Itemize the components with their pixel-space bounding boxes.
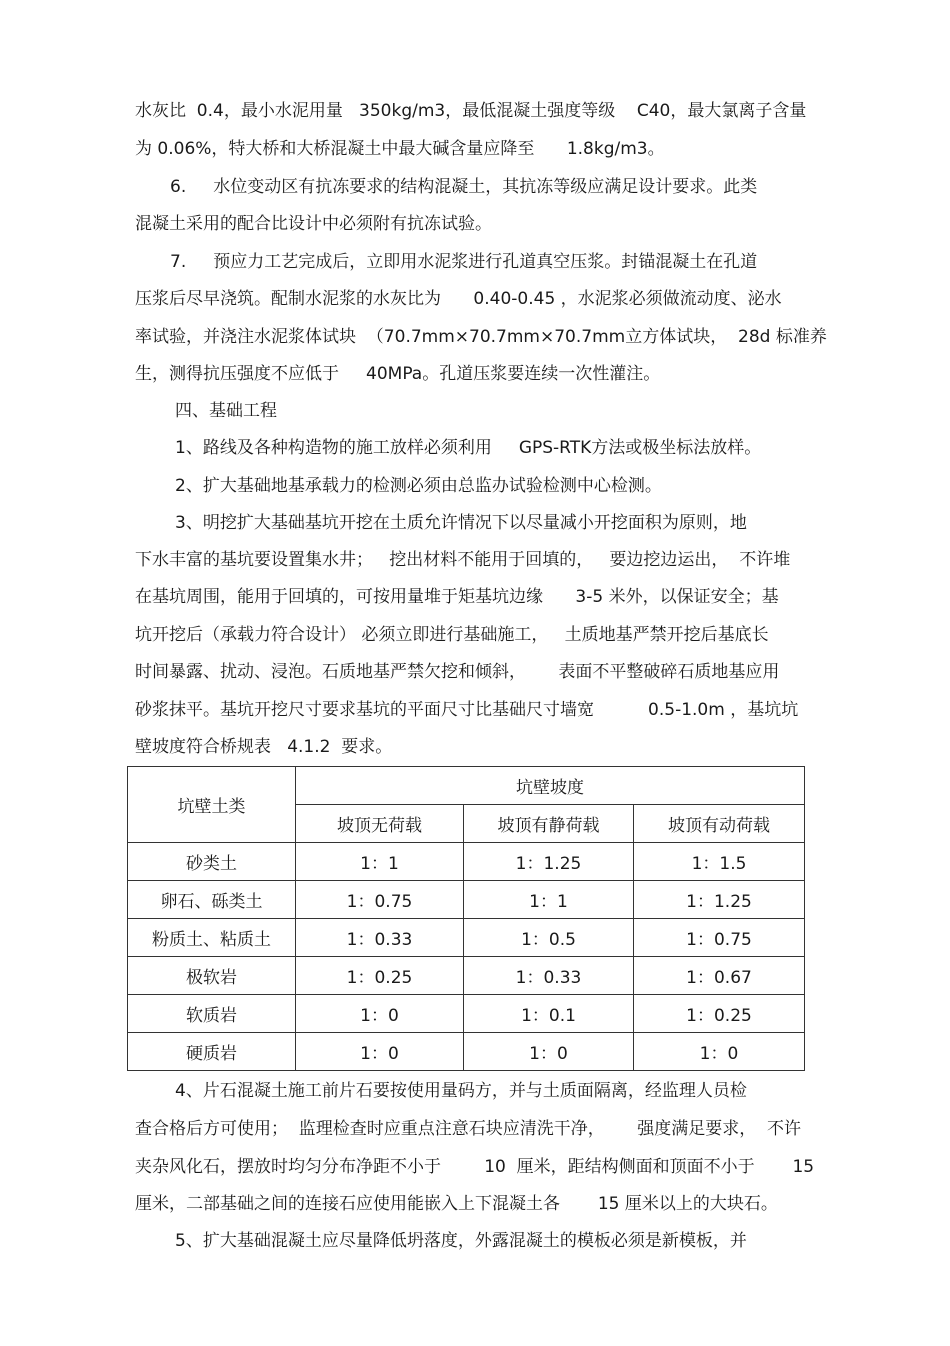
- paragraph-line: 夹杂风化石，摆放时均匀分布净距不小于 10 厘米，距结构侧面和顶面不小于 15: [135, 1157, 815, 1177]
- table-cell: 1：0: [296, 995, 464, 1033]
- table-cell: 1：0.25: [296, 957, 464, 995]
- table-cell: 1：0: [464, 1033, 634, 1071]
- slope-table: [127, 766, 805, 1071]
- table-cell: 1：0.75: [634, 919, 805, 957]
- paragraph-line: 下水丰富的基坑要设置集水井； 挖出材料不能用于回填的， 要边挖边运出， 不许堆: [135, 550, 791, 570]
- paragraph-line: 砂浆抹平。基坑开挖尺寸要求基坑的平面尺寸比基础尺寸墙宽 0.5-1.0m ，基坑坑: [135, 700, 799, 720]
- paragraph-line: 5、扩大基础混凝土应尽量降低坍落度，外露混凝土的模板必须是新模板，并: [175, 1231, 747, 1251]
- paragraph-line: 为 0.06%，特大桥和大桥混凝土中最大碱含量应降至 1.8kg/m3。: [135, 139, 665, 159]
- table-cell: 1：1: [464, 881, 634, 919]
- table-row: [128, 919, 805, 957]
- table-cell-soil: 卵石、砾类土: [128, 881, 296, 919]
- table-header-slope: 坑壁坡度: [296, 767, 805, 805]
- table-cell: 1：1: [296, 843, 464, 881]
- table-cell: 1：1.25: [634, 881, 805, 919]
- paragraph-line: 壁坡度符合桥规表 4.1.2 要求。: [135, 737, 393, 757]
- table-subheader: 坡顶无荷载: [296, 805, 464, 843]
- paragraph-line: 在基坑周围，能用于回填的，可按用量堆于矩基坑边缘 3-5 米外，以保证安全；基: [135, 587, 779, 607]
- table-cell-soil: 砂类土: [128, 843, 296, 881]
- table-cell-soil: 极软岩: [128, 957, 296, 995]
- paragraph-line: 7. 预应力工艺完成后，立即用水泥浆进行孔道真空压浆。封锚混凝土在孔道: [170, 252, 758, 272]
- table-cell: 1：0.67: [634, 957, 805, 995]
- table-cell: 1：0: [296, 1033, 464, 1071]
- table-row: [128, 957, 805, 995]
- table-header-soil: 坑壁土类: [128, 767, 296, 843]
- table-subheader: 坡顶有静荷载: [464, 805, 634, 843]
- table-cell-soil: 硬质岩: [128, 1033, 296, 1071]
- table-row: [128, 995, 805, 1033]
- paragraph-line: 2、扩大基础地基承载力的检测必须由总监办试验检测中心检测。: [175, 476, 662, 496]
- paragraph-line: 4、片石混凝土施工前片石要按使用量码方，并与土质面隔离，经监理人员检: [175, 1081, 747, 1101]
- table-cell: 1：0: [634, 1033, 805, 1071]
- table-cell: 1：0.33: [464, 957, 634, 995]
- table-cell: 1：0.33: [296, 919, 464, 957]
- paragraph-line: 查合格后方可使用； 监理检查时应重点注意石块应清洗干净， 强度满足要求， 不许: [135, 1119, 802, 1139]
- table-cell-soil: 软质岩: [128, 995, 296, 1033]
- section-heading: 四、基础工程: [175, 401, 277, 421]
- table-cell: 1：0.5: [464, 919, 634, 957]
- paragraph-line: 压浆后尽早浇筑。配制水泥浆的水灰比为 0.40-0.45 ，水泥浆必须做流动度、泌水: [135, 289, 782, 309]
- paragraph-line: 时间暴露、扰动、浸泡。石质地基严禁欠挖和倾斜， 表面不平整破碎石质地基应用: [135, 662, 780, 682]
- table-row: [128, 881, 805, 919]
- paragraph-line: 水灰比 0.4，最小水泥用量 350kg/m3，最低混凝土强度等级 C40，最大氯离子含量: [135, 101, 807, 121]
- table-cell-soil: 粉质土、粘质土: [128, 919, 296, 957]
- table-cell: 1：0.25: [634, 995, 805, 1033]
- paragraph-line: 厘米，二部基础之间的连接石应使用能嵌入上下混凝土各 15 厘米以上的大块石。: [135, 1194, 778, 1214]
- paragraph-line: 率试验，并浇注水泥浆体试块 （70.7mm×70.7mm×70.7mm立方体试块， 28d 标准养: [135, 327, 827, 347]
- table-cell: 1：0.75: [296, 881, 464, 919]
- table-cell: 1：0.1: [464, 995, 634, 1033]
- paragraph-line: 1、路线及各种构造物的施工放样必须利用 GPS-RTK方法或极坐标法放样。: [175, 438, 762, 458]
- paragraph-line: 坑开挖后（承载力符合设计） 必须立即进行基础施工， 土质地基严禁开挖后基底长: [135, 625, 769, 645]
- table-cell: 1：1.25: [464, 843, 634, 881]
- table-row: [128, 1033, 805, 1071]
- paragraph-line: 6. 水位变动区有抗冻要求的结构混凝土，其抗冻等级应满足设计要求。此类: [170, 177, 758, 197]
- paragraph-line: 生，测得抗压强度不应低于 40MPa。孔道压浆要连续一次性灌注。: [135, 364, 661, 384]
- table-cell: 1：1.5: [634, 843, 805, 881]
- table-subheader: 坡顶有动荷载: [634, 805, 805, 843]
- paragraph-line: 3、明挖扩大基础基坑开挖在土质允许情况下以尽量减小开挖面积为原则，地: [175, 513, 747, 533]
- paragraph-line: 混凝土采用的配合比设计中必须附有抗冻试验。: [135, 214, 492, 234]
- table-row: [128, 843, 805, 881]
